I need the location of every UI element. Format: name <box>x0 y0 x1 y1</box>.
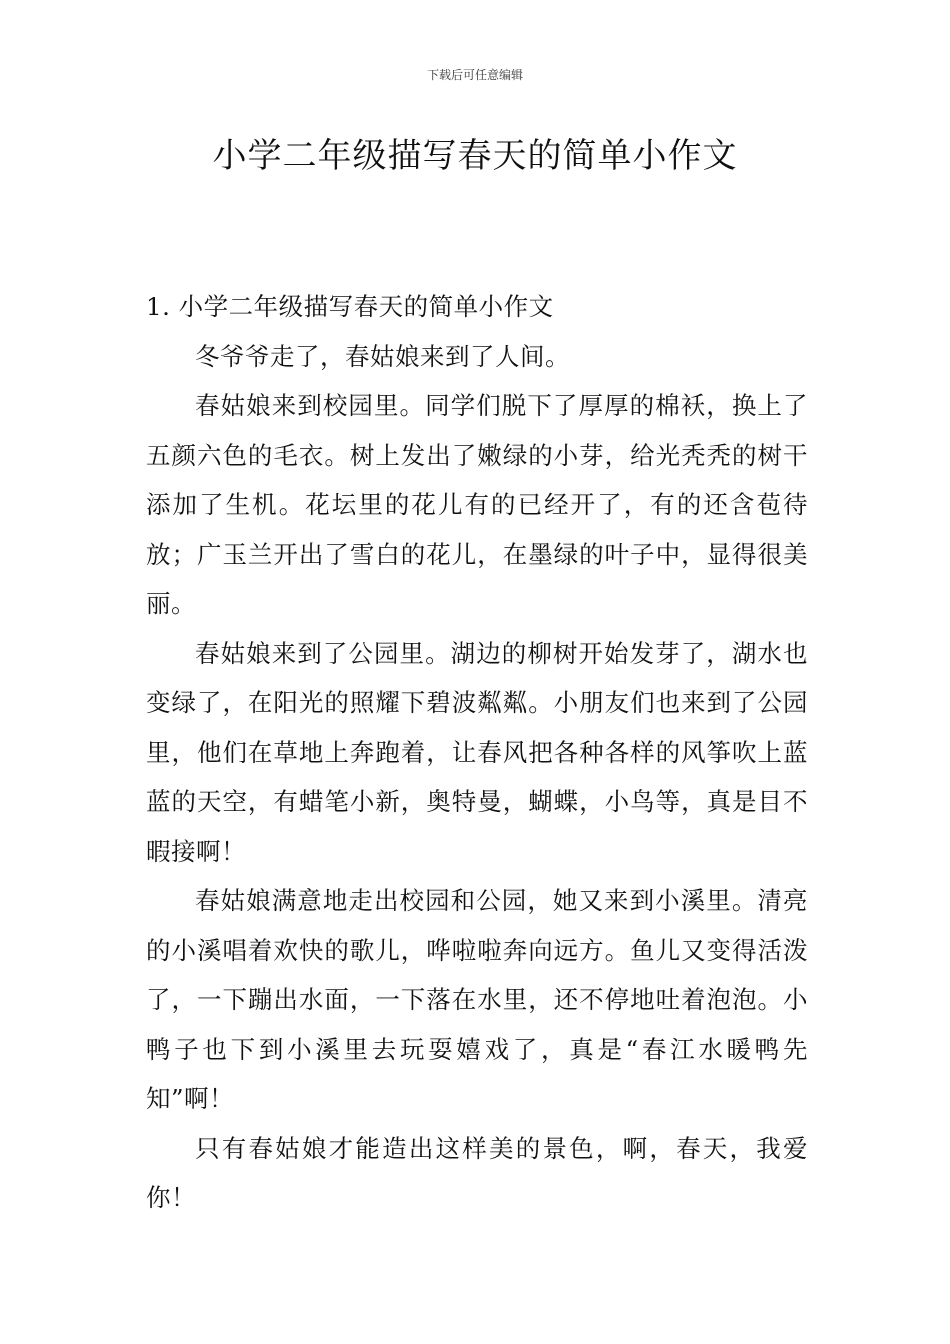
paragraph-3: 春姑娘来到了公园里。湖边的柳树开始发芽了，湖水也变绿了，在阳光的照耀下碧波粼粼。小朋友们也来到了公园里，他们在草地上奔跑着，让春风把各种各样的风筝吹上蓝蓝的天空，有蜡笔小新，奥特曼，蝴蝶，小鸟等，真是目不暇接啊！ <box>146 638 808 866</box>
document-title: 小学二年级描写春天的简单小作文 <box>212 136 738 176</box>
paragraph-4: 春姑娘满意地走出校园和公园，她又来到小溪里。清亮的小溪唱着欢快的歌儿，哗啦啦奔向远方。鱼儿又变得活泼了，一下蹦出水面，一下落在水里，还不停地吐着泡泡。小鸭子也下到小溪里去玩耍嬉戏了，真是“春江水暖鸭先知”啊！ <box>146 886 808 1113</box>
section-heading: 1. 小学二年级描写春天的简单小作文 <box>146 292 554 321</box>
paragraph-1: 冬爷爷走了，春姑娘来到了人间。 <box>195 341 570 371</box>
header-note: 下载后可任意编辑 <box>426 68 523 82</box>
paragraph-5: 只有春姑娘才能造出这样美的景色，啊，春天，我爱你！ <box>146 1133 808 1212</box>
essay-body <box>146 282 808 1223</box>
paragraph-2: 春姑娘来到校园里。同学们脱下了厚厚的棉袄，换上了五颜六色的毛衣。树上发出了嫩绿的小芽，给光秃秃的树干添加了生机。花坛里的花儿有的已经开了，有的还含苞待放；广玉兰开出了雪白的花儿，在墨绿的叶子中，显得很美丽。 <box>146 391 808 618</box>
